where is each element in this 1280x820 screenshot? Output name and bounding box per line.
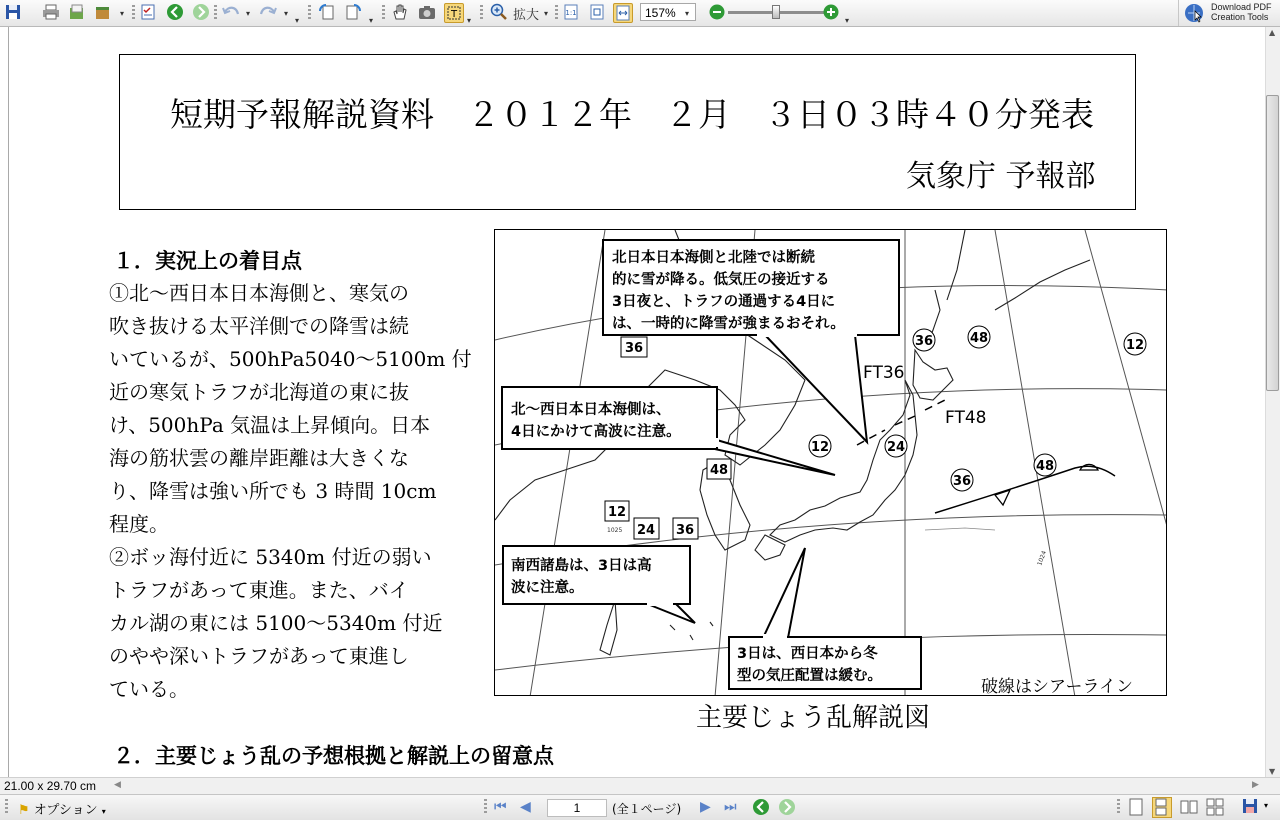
callout-west-line: 北～西日本日本海側は、 bbox=[511, 402, 671, 418]
status-bar bbox=[0, 777, 1280, 794]
section-1-heading: １．実況上の着目点 bbox=[113, 249, 302, 273]
select-text-tool-icon[interactable] bbox=[444, 3, 464, 23]
zoom-in-icon[interactable] bbox=[490, 3, 508, 21]
fit-page-icon[interactable] bbox=[588, 3, 606, 21]
circle-label: 12 bbox=[810, 440, 830, 455]
scroll-right-arrow-icon[interactable]: ▶ bbox=[1252, 780, 1259, 790]
section-1-body bbox=[109, 277, 472, 706]
body-line: いているが、500hPa5040～5100m 付 bbox=[109, 347, 472, 371]
square-label: 48 bbox=[709, 463, 729, 478]
title-box bbox=[119, 54, 1136, 210]
body-line: のやや深いトラフがあって東進し bbox=[109, 644, 409, 668]
forward-icon[interactable] bbox=[192, 3, 210, 21]
callout-south-line: 南西諸島は、3日は高 bbox=[511, 558, 652, 574]
snapshot-icon[interactable] bbox=[418, 3, 436, 21]
zoom-slider-thumb[interactable] bbox=[772, 5, 780, 19]
continuous-facing-view-icon[interactable] bbox=[1206, 798, 1224, 820]
previous-view-icon[interactable] bbox=[752, 798, 770, 820]
square-label: 36 bbox=[624, 341, 644, 356]
toolbar-grip bbox=[555, 5, 558, 21]
vertical-scrollbar-thumb[interactable] bbox=[1266, 95, 1279, 391]
undo-dropdown-icon[interactable]: ▾ bbox=[246, 8, 251, 18]
circle-label: 48 bbox=[1035, 459, 1055, 474]
callout-south-line: 波に注意。 bbox=[511, 580, 584, 596]
back-icon[interactable] bbox=[166, 3, 184, 21]
options-label: オプション bbox=[33, 803, 98, 818]
previous-page-icon[interactable]: ◀ bbox=[520, 799, 531, 815]
toolbar-grip bbox=[214, 5, 217, 21]
circle-label: 24 bbox=[886, 440, 906, 455]
fit-width-icon[interactable] bbox=[613, 3, 633, 23]
package-dropdown-icon[interactable]: ▾ bbox=[120, 8, 125, 18]
body-line: り、降雪は強い所でも 3 時間 10cm bbox=[109, 479, 437, 503]
shear-line-note: 破線はシアーライン bbox=[981, 677, 1133, 696]
toolbar-grip bbox=[484, 799, 487, 815]
document-viewer[interactable] bbox=[0, 27, 1265, 777]
scroll-down-arrow-icon[interactable]: ▼ bbox=[1269, 767, 1276, 776]
callout-pressure-pattern bbox=[729, 548, 921, 689]
section-2-heading: ２．主要じょう乱の予想根拠と解説上の留意点 bbox=[113, 744, 554, 768]
document-issuer: 気象庁 予報部 bbox=[906, 159, 1096, 194]
disturbance-map bbox=[494, 229, 1167, 696]
save-settings-icon[interactable] bbox=[1242, 798, 1258, 818]
settings-dropdown-icon[interactable]: ▾ bbox=[1264, 801, 1269, 810]
zoom-out-button-icon[interactable] bbox=[708, 3, 726, 21]
next-page-icon[interactable]: ▶ bbox=[700, 799, 711, 815]
rotate-left-icon[interactable] bbox=[318, 3, 336, 21]
toolbar-grip bbox=[308, 5, 311, 21]
download-pdf-tools-button[interactable] bbox=[1178, 0, 1280, 26]
body-line: ①北～西日本日本海側と、寒気の bbox=[109, 281, 409, 305]
square-label: 36 bbox=[675, 523, 695, 538]
square-label: 12 bbox=[607, 505, 627, 520]
rotate-right-icon[interactable] bbox=[344, 3, 362, 21]
export-icon[interactable] bbox=[68, 3, 86, 21]
body-line: 近の寒気トラフが北海道の東に抜 bbox=[109, 380, 409, 404]
callout-sea-of-japan bbox=[502, 387, 835, 475]
callout-west-line: 4日にかけて高波に注意。 bbox=[511, 424, 681, 440]
select-tool-dropdown-icon[interactable]: ▾ bbox=[467, 15, 472, 25]
last-page-icon[interactable]: ⏭ bbox=[724, 799, 737, 815]
callout-north-line: 3日夜と、トラフの通過する4日に bbox=[612, 294, 836, 310]
callout-north-line: 的に雪が降る。低気圧の接近する bbox=[612, 272, 830, 288]
options-dropdown-icon: ▾ bbox=[101, 807, 106, 816]
circle-label: 12 bbox=[1125, 338, 1145, 353]
zoom-in-label[interactable]: 拡大 bbox=[513, 7, 540, 23]
body-line: カル湖の東には 5100～5340m 付近 bbox=[109, 611, 443, 635]
svg-text:1:1: 1:1 bbox=[565, 9, 577, 17]
page-edge bbox=[8, 27, 9, 777]
undo-icon[interactable] bbox=[222, 3, 240, 21]
checklist-icon[interactable] bbox=[139, 3, 157, 21]
toolbar-overflow-icon[interactable]: ▾ bbox=[295, 15, 300, 25]
download-pdf-label-line1: Download PDF bbox=[1211, 2, 1272, 12]
document-title: 短期予報解説資料 ２０１２年 ２月 ３日０３時４０分発表 bbox=[170, 95, 1094, 134]
first-page-icon[interactable]: ⏮ bbox=[494, 799, 507, 815]
pressure-label: 1025 bbox=[607, 527, 623, 534]
callout-pattern-line: 型の気圧配置は緩む。 bbox=[737, 668, 882, 684]
body-line: 程度。 bbox=[109, 512, 169, 536]
single-page-view-icon[interactable] bbox=[1128, 798, 1144, 820]
body-line: 吹き抜ける太平洋側での降雪は続 bbox=[109, 314, 409, 338]
scroll-up-arrow-icon[interactable]: ▲ bbox=[1269, 28, 1276, 37]
redo-dropdown-icon[interactable]: ▾ bbox=[284, 8, 289, 18]
save-icon[interactable] bbox=[4, 3, 22, 21]
map-caption: 主要じょう乱解説図 bbox=[696, 703, 931, 733]
body-line: ②ボッ海付近に 5340m 付近の弱い bbox=[109, 545, 432, 569]
page-size-readout: 21.00 x 29.70 cm bbox=[4, 779, 97, 793]
redo-icon[interactable] bbox=[259, 3, 277, 21]
toolbar-grip bbox=[480, 5, 483, 21]
toolbar-grip bbox=[5, 799, 8, 815]
print-icon[interactable] bbox=[42, 3, 60, 21]
ft36-label: FT36 bbox=[863, 363, 905, 383]
body-line: ている。 bbox=[109, 677, 189, 701]
callout-nansei-islands bbox=[503, 546, 695, 623]
zoom-level-dropdown-icon[interactable]: ▾ bbox=[685, 8, 690, 18]
ft48-label: FT48 bbox=[945, 408, 987, 428]
next-view-icon[interactable] bbox=[778, 798, 796, 820]
actual-size-icon[interactable] bbox=[562, 3, 580, 21]
body-line: け、500hPa 気温は上昇傾向。日本 bbox=[109, 413, 431, 437]
zoom-mode-dropdown-icon[interactable]: ▾ bbox=[544, 8, 549, 18]
hand-tool-icon[interactable] bbox=[391, 3, 409, 21]
zoom-in-button-icon[interactable] bbox=[822, 3, 840, 21]
body-line: 海の筋状雲の離岸距離は大きくな bbox=[109, 446, 409, 470]
zoom-overflow-icon[interactable]: ▾ bbox=[845, 15, 850, 25]
facing-view-icon[interactable] bbox=[1180, 798, 1198, 820]
rotate-overflow-icon[interactable]: ▾ bbox=[369, 15, 374, 25]
toolbar-grip bbox=[132, 5, 135, 21]
toolbar-grip bbox=[1117, 799, 1120, 815]
callout-pattern-line: 3日は、西日本から冬 bbox=[737, 646, 878, 662]
options-menu-button[interactable] bbox=[18, 799, 106, 818]
callout-north-line: は、一時的に降雪が強まるおそれ。 bbox=[612, 316, 845, 332]
circle-label: 36 bbox=[952, 474, 972, 489]
callout-north-line: 北日本日本海側と北陸では断続 bbox=[612, 250, 815, 266]
bottom-toolbar bbox=[0, 794, 1280, 820]
flag-icon: ⚑ bbox=[18, 803, 30, 818]
download-globe-icon bbox=[1183, 3, 1205, 28]
svg-text:T: T bbox=[450, 9, 458, 20]
body-line: トラフがあって東進。また、バイ bbox=[109, 578, 409, 602]
toolbar-grip bbox=[382, 5, 385, 21]
download-pdf-label-line2: Creation Tools bbox=[1211, 12, 1269, 22]
page-total-label: (全１ページ) bbox=[612, 802, 682, 816]
continuous-view-icon[interactable] bbox=[1152, 797, 1172, 818]
pressure-label: 1024 bbox=[1036, 549, 1049, 567]
circle-label: 36 bbox=[914, 334, 934, 349]
square-label: 24 bbox=[636, 523, 656, 538]
circle-label: 48 bbox=[969, 331, 989, 346]
zoom-level-input[interactable]: 157% bbox=[640, 3, 696, 21]
scroll-left-arrow-icon[interactable]: ◀ bbox=[114, 780, 121, 790]
main-toolbar bbox=[0, 0, 1280, 27]
page-number-input[interactable]: 1 bbox=[547, 799, 607, 817]
package-icon[interactable] bbox=[94, 3, 112, 21]
